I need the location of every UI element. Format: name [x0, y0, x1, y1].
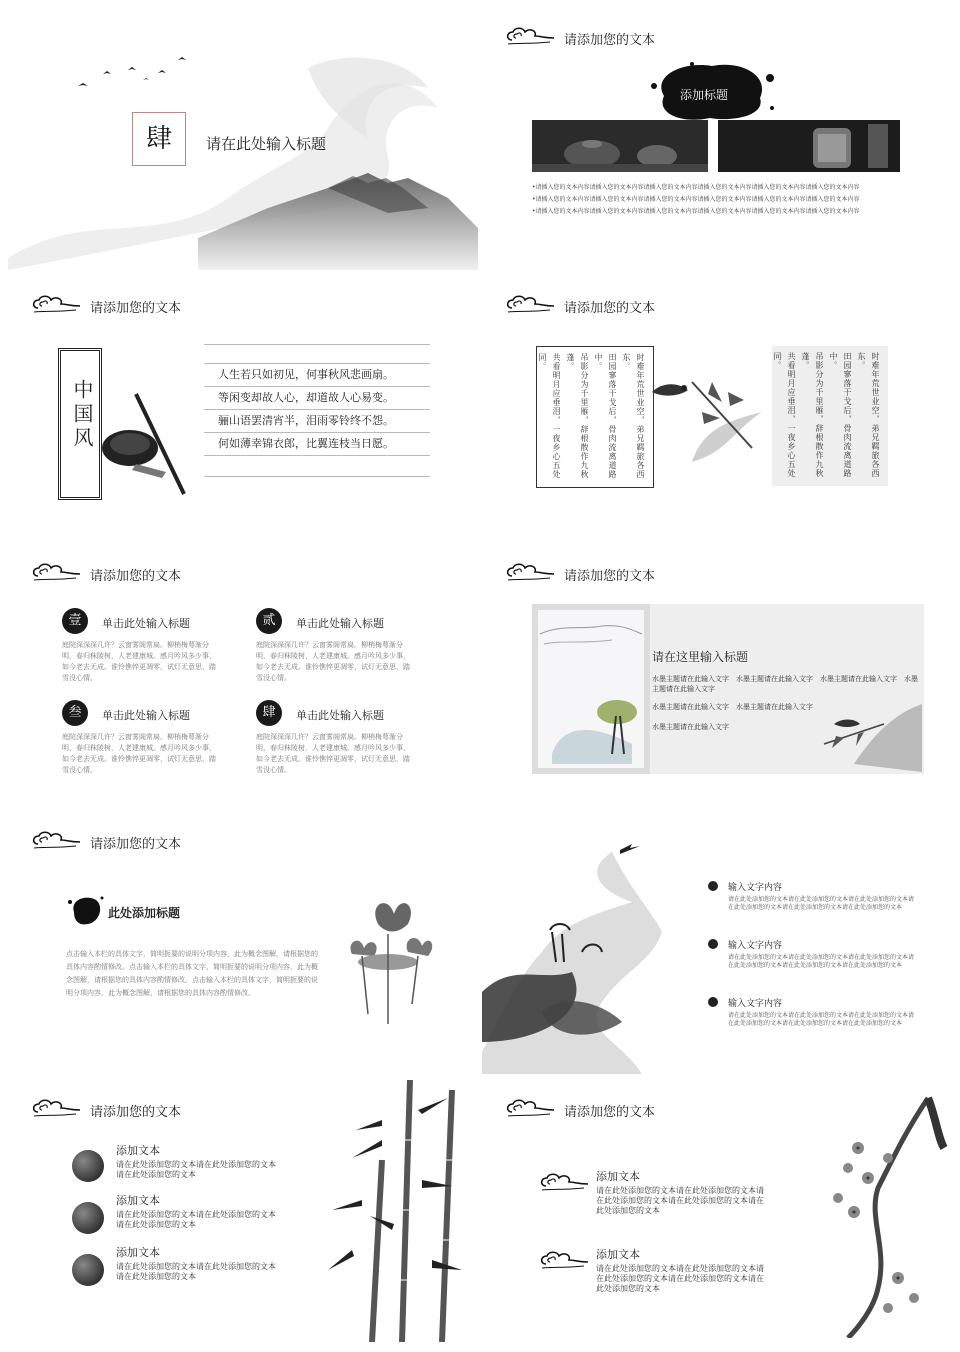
bullet-ink-icon — [708, 939, 718, 949]
bamboo-ink-image — [322, 1080, 472, 1342]
plum-blossom-ink-image — [818, 1088, 948, 1338]
poem-box — [204, 344, 430, 477]
auspicious-cloud-icon — [30, 1098, 86, 1120]
header-text: 请添加您的文本 — [90, 1105, 182, 1120]
auspicious-cloud-icon — [30, 294, 86, 316]
poem-line: 骊山语罢清宵半，泪雨零铃终不怨。 — [204, 409, 430, 432]
item-title[interactable]: 输入文字内容 — [728, 941, 783, 951]
auspicious-cloud-icon — [504, 1098, 560, 1120]
item-body: 庭院深深深几许？云窗雾阁常扃。柳梢梅萼渐分明，春归秣陵树，人老建康城。感月吟风多少事，如今老去无成。谁怜憔悴更凋零，试灯无意思，踏雪没心情。 — [256, 641, 410, 682]
poem-col: 辞根散作九秋蓬。 — [566, 353, 589, 479]
item-title[interactable]: 输入文字内容 — [728, 999, 783, 1009]
slide-3 — [8, 276, 478, 538]
auspicious-cloud-icon — [538, 1250, 588, 1272]
slide-8 — [482, 812, 952, 1074]
item-title[interactable]: 添加文本 — [596, 1248, 640, 1261]
item-body: 请在此处添加您的文本请在此处添加您的文本请在此处添加您的文本 — [116, 1160, 276, 1179]
number-seal-icon: 壹 — [62, 608, 88, 634]
poem-col: 共看明月应垂泪，一夜乡心五处同。 — [773, 352, 796, 478]
deer-landscape-ink-image — [482, 812, 692, 1074]
item-title[interactable]: 添加文本 — [116, 1246, 160, 1259]
seal-frame — [132, 112, 186, 166]
header-text: 请添加您的文本 — [90, 301, 182, 316]
poem-col: 时难年荒世业空，弟兄羁旅各西东。 — [857, 352, 880, 478]
section-title[interactable]: 此处添加标题 — [108, 906, 181, 920]
poem-col: 弟兄羁旅各西东。 — [622, 353, 645, 479]
item-body: 请在此处添加您的文本请在此处添加您的文本请在此处添加您的文本 — [116, 1262, 276, 1281]
cover-title[interactable]: 请在此处输入标题 — [206, 135, 327, 153]
item-title[interactable]: 单击此处输入标题 — [102, 617, 190, 630]
item-body: 请在此处添加您的文本请在此处添加您的文本请在此处添加您的文本请在此处添加您的文本请在此处添加您的文本请在此处添加您的文本 — [728, 954, 915, 969]
poem-col: 吊影分为千里雁，辞根散作九秋蓬。 — [801, 352, 824, 478]
slide-4 — [482, 276, 952, 538]
item-body: 庭院深深深几许？云窗雾阁常扃。柳梢梅萼渐分明，春归秣陵树，人老建康城。感月吟风多少事，如今老去无成。谁怜憔悴更凋零，试灯无意思，踏雪没心情。 — [62, 733, 216, 774]
auspicious-cloud-icon — [504, 26, 560, 48]
ink-dot-icon — [66, 892, 106, 928]
seal-character: 肆 — [145, 124, 172, 154]
panel-title[interactable]: 请在这里输入标题 — [652, 650, 749, 664]
poem-vertical — [535, 353, 647, 483]
slide-1-cover — [8, 8, 478, 270]
number-seal-icon: 叁 — [62, 700, 88, 726]
header-text: 请添加您的文本 — [564, 569, 656, 584]
slide-10 — [482, 1080, 952, 1342]
lotus-ink-image — [338, 894, 438, 1024]
bullet-item: •请插入您的文本内容请插入您的文本内容请插入您的文本内容请插入您的文本内容请插入您的文本内容请插入您的文本内容 — [532, 196, 860, 203]
slide-9 — [8, 1080, 478, 1342]
frame-label: 中国风 — [70, 379, 94, 451]
ink-ball-icon — [72, 1150, 104, 1182]
landscape-card-image — [532, 604, 650, 774]
header-text: 请添加您的文本 — [564, 301, 656, 316]
slide-6 — [482, 544, 952, 806]
panel-text-2: 水墨主题请在此输入文字 水墨主题请在此输入文字 — [652, 703, 813, 711]
item-title[interactable]: 单击此处输入标题 — [296, 709, 384, 722]
panel-text-1: 水墨主题请在此输入文字 水墨主题请在此输入文字 水墨主题请在此输入文字 水墨主题请在此输入文字 — [652, 675, 918, 693]
poem-col: 田园寥落干戈后，骨肉流离道路中。 — [829, 352, 852, 478]
bullet-item: •请插入您的文本内容请插入您的文本内容请插入您的文本内容请插入您的文本内容请插入您的文本内容请插入您的文本内容 — [532, 184, 860, 191]
header-text: 请添加您的文本 — [564, 33, 656, 48]
bird-bamboo-ink-image — [632, 352, 772, 472]
bullet-ink-icon — [708, 881, 718, 891]
poem-line: 等闲变却故人心，却道故人心易变。 — [204, 386, 430, 409]
auspicious-cloud-icon — [504, 562, 560, 584]
item-title[interactable]: 添加文本 — [116, 1144, 160, 1157]
auspicious-cloud-icon — [30, 562, 86, 584]
item-body: 请在此处添加您的文本请在此处添加您的文本请在此处添加您的文本请在此处添加您的文本请在此处添加您的文本 — [596, 1264, 764, 1293]
teapot-photo — [532, 120, 708, 172]
poem-col: 吊影分为千里雁， — [580, 353, 589, 425]
item-title[interactable]: 添加文本 — [116, 1194, 160, 1207]
poem-card-right — [772, 346, 888, 486]
slide-5 — [8, 544, 478, 806]
item-body: 请在此处添加您的文本请在此处添加您的文本请在此处添加您的文本请在此处添加您的文本请在此处添加您的文本请在此处添加您的文本 — [728, 1012, 915, 1027]
auspicious-cloud-icon — [504, 294, 560, 316]
auspicious-cloud-icon — [30, 830, 86, 852]
poem-line: 何如薄幸锦衣郎，比翼连枝当日愿。 — [204, 432, 430, 455]
bullet-ink-icon — [708, 997, 718, 1007]
panel-text-3: 水墨主题请在此输入文字 — [652, 723, 729, 731]
slide-2 — [482, 8, 952, 270]
slide-7 — [8, 812, 478, 1074]
poem-col: 田园寥落干戈后， — [608, 353, 617, 425]
poem-col: 一夜乡心五处同。 — [538, 353, 561, 479]
item-body: 请在此处添加您的文本请在此处添加您的文本请在此处添加您的文本 — [116, 1210, 276, 1229]
item-title[interactable]: 输入文字内容 — [728, 883, 783, 893]
header-text: 请添加您的文本 — [90, 569, 182, 584]
item-title[interactable]: 添加文本 — [596, 1170, 640, 1183]
ink-ball-icon — [72, 1202, 104, 1234]
item-body: 庭院深深深几许？云窗雾阁常扃。柳梢梅萼渐分明，春归秣陵树，人老建康城。感月吟风多少事，如今老去无成。谁怜憔悴更凋零，试灯无意思，踏雪没心情。 — [62, 641, 216, 682]
section-body: 点击输入本栏的具体文字，简明扼要的说明分项内容，此为概念图解，请根据您的具体内容酌情修改。点击输入本栏的具体文字，简明扼要的说明分项内容，此为概念图解，请根据您的具体内容酌情修改。点击输入本栏的具体文字，简明扼要的说明分项内容，此为概念图解，请根据您的具体内容酌情修改。 — [66, 950, 318, 997]
item-body: 庭院深深深几许？云窗雾阁常扃。柳梢梅萼渐分明，春归秣陵树，人老建康城。感月吟风多少事，如今老去无成。谁怜憔悴更凋零，试灯无意思，踏雪没心情。 — [256, 733, 410, 774]
poem-line: 人生若只如初见，何事秋风悲画扇。 — [204, 363, 430, 386]
birds-icon — [78, 57, 186, 86]
lantern-photo — [718, 120, 900, 172]
airplane-icon — [620, 844, 640, 854]
poem-col: 共看明月应垂泪， — [552, 353, 561, 425]
number-seal-icon: 贰 — [256, 608, 282, 634]
inkstone-brush-image — [96, 386, 186, 496]
poem-vertical — [770, 352, 882, 482]
item-title[interactable]: 单击此处输入标题 — [102, 709, 190, 722]
title-badge[interactable]: 添加标题 — [680, 88, 729, 102]
bullet-item: •请插入您的文本内容请插入您的文本内容请插入您的文本内容请插入您的文本内容请插入您的文本内容请插入您的文本内容 — [532, 208, 860, 215]
item-title[interactable]: 单击此处输入标题 — [296, 617, 384, 630]
item-body: 请在此处添加您的文本请在此处添加您的文本请在此处添加您的文本请在此处添加您的文本请在此处添加您的文本 — [596, 1186, 764, 1215]
auspicious-cloud-icon — [538, 1172, 588, 1194]
number-seal-icon: 肆 — [256, 700, 282, 726]
poem-col: 时难年荒世业空， — [636, 353, 645, 425]
ink-ball-icon — [72, 1254, 104, 1286]
poem-col: 骨肉流离道路中。 — [594, 353, 617, 479]
item-body: 请在此处添加您的文本请在此处添加您的文本请在此处添加您的文本请在此处添加您的文本请在此处添加您的文本请在此处添加您的文本 — [728, 896, 915, 911]
bird-branch-ink-image — [814, 694, 924, 774]
header-text: 请添加您的文本 — [564, 1105, 656, 1120]
bullet-list — [532, 182, 904, 218]
header-text: 请添加您的文本 — [90, 837, 182, 852]
